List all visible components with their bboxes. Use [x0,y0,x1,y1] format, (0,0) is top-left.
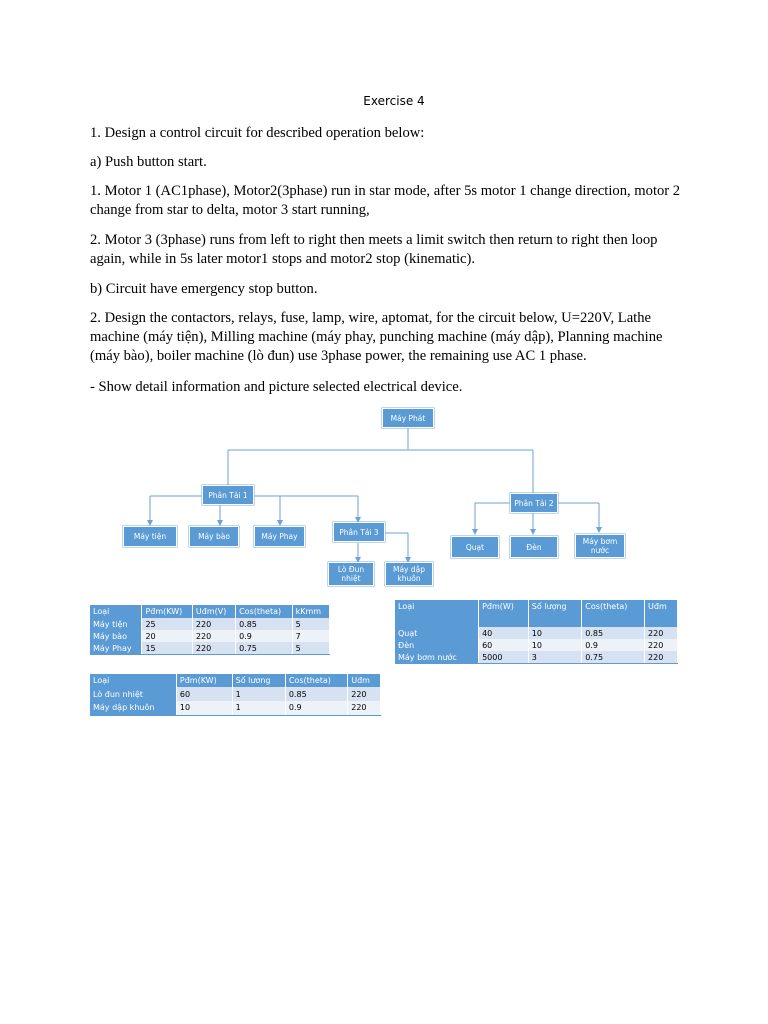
table-header-cell: Cos(theta) [236,605,293,618]
table-cell: 0.85 [236,618,293,630]
table-cell: 10 [528,627,582,639]
table-cell: 220 [645,651,678,664]
paragraph-7: - Show detail information and picture selected electrical device. [90,379,463,395]
table-cell: 60 [176,687,232,701]
table-cell: 0.9 [236,630,293,642]
table-header-row [90,674,381,687]
table-header-cell: Uđm(V) [192,605,235,618]
table-cell: 5 [292,618,329,630]
press-box: Máy dập khuôn [385,562,433,586]
table-cell: Máy dập khuôn [90,701,176,715]
load-2-box: Phân Tải 2 [510,493,558,513]
table-cell: 10 [176,701,232,715]
table-cell: 1 [232,701,285,715]
table-cell: Đèn [395,639,479,651]
table-header-cell: Số lương [232,674,285,687]
table-header-cell: Pđm(KW) [176,674,232,687]
lathe-box: Máy tiện [123,526,177,547]
table-header-cell: Loại [90,605,142,618]
table-cell: 3 [528,651,582,664]
table-cell: 5 [292,642,329,655]
table-row [395,639,678,651]
table-cell: Máy bào [90,630,142,642]
table-header-cell: Loại [90,674,176,687]
load3-table [90,674,381,716]
table-cell: 5000 [479,651,529,664]
table-cell: 220 [192,618,235,630]
mill-box: Máy Phay [254,526,305,547]
table-header-cell: Uđm [645,600,678,627]
table-header-cell: Uđm [348,674,381,687]
table-header-cell: Pđm(KW) [142,605,192,618]
table-cell: 220 [348,701,381,715]
table-header-cell: kKmm [292,605,329,618]
table-header-cell: Cos(theta) [285,674,347,687]
paragraph-3: 1. Motor 1 (AC1phase), Motor2(3phase) run in star mode, after 5s motor 1 change direction, motor 2 change from star to delta, motor 3 start running, [90,183,681,218]
paragraph-4: 2. Motor 3 (3phase) runs from left to right then meets a limit switch then return to right then loop again, while in 5s later motor1 stops and motor2 stop (kinematic). [90,232,658,267]
fan-box: Quạt [451,536,499,558]
table-cell: 7 [292,630,329,642]
table-row [90,701,381,715]
table-row [90,630,330,642]
table-cell: 60 [479,639,529,651]
paragraph-2: a) Push button start. [90,154,207,170]
table-cell: 220 [192,630,235,642]
table-header-cell: Loại [395,600,479,627]
table-cell: 0.75 [236,642,293,655]
load-3-box: Phân Tải 3 [333,522,385,542]
table-cell: 0.85 [582,627,645,639]
table-header-cell: Cos(theta) [582,600,645,627]
table-cell: 25 [142,618,192,630]
paragraph-1: 1. Design a control circuit for described operation below: [90,125,425,141]
boiler-box: Lò Đun nhiệt [328,562,374,586]
table-cell: Máy Phay [90,642,142,655]
generator-box: Máy Phát [382,408,434,428]
paragraph-5: b) Circuit have emergency stop button. [90,281,318,297]
table-cell: Máy bơm nước [395,651,479,664]
table-row [395,627,678,639]
table-cell: 1 [232,687,285,701]
table-cell: 220 [645,627,678,639]
table-row [90,618,330,630]
machine-table [90,605,330,655]
table-header-cell: Pđm(W) [479,600,529,627]
table-cell: 10 [528,639,582,651]
table-cell: 0.75 [582,651,645,664]
table-row [395,651,678,664]
table-cell: 15 [142,642,192,655]
table-cell: 220 [348,687,381,701]
paragraph-6: 2. Design the contactors, relays, fuse, lamp, wire, aptomat, for the circuit below, U=220V, Lathe machine (máy tiện), Milling machine (máy phay, punching machine (máy dập), Planning machine (máy bào), boiler machine (lò đun) use 3phase power, the remaining use AC 1 phase. [90,310,663,364]
table-cell: Lò đun nhiệt [90,687,176,701]
table-cell: 220 [192,642,235,655]
table-cell: 0.9 [582,639,645,651]
pump-box: Máy bơm nước [575,534,625,558]
table-header-row [395,600,678,627]
lamp-box: Đèn [510,536,558,558]
table-header-row [90,605,330,618]
table-cell: Máy tiện [90,618,142,630]
table-cell: Quạt [395,627,479,639]
exercise-title: Exercise 4 [363,94,425,108]
planer-box: Máy bào [189,526,239,547]
table-row [90,642,330,655]
table-cell: 0.9 [285,701,347,715]
appliance-table [395,600,678,664]
table-cell: 40 [479,627,529,639]
load-1-box: Phân Tải 1 [202,485,254,505]
table-cell: 20 [142,630,192,642]
table-header-cell: Số lượng [528,600,582,627]
table-cell: 0.85 [285,687,347,701]
table-row [90,687,381,701]
table-cell: 220 [645,639,678,651]
